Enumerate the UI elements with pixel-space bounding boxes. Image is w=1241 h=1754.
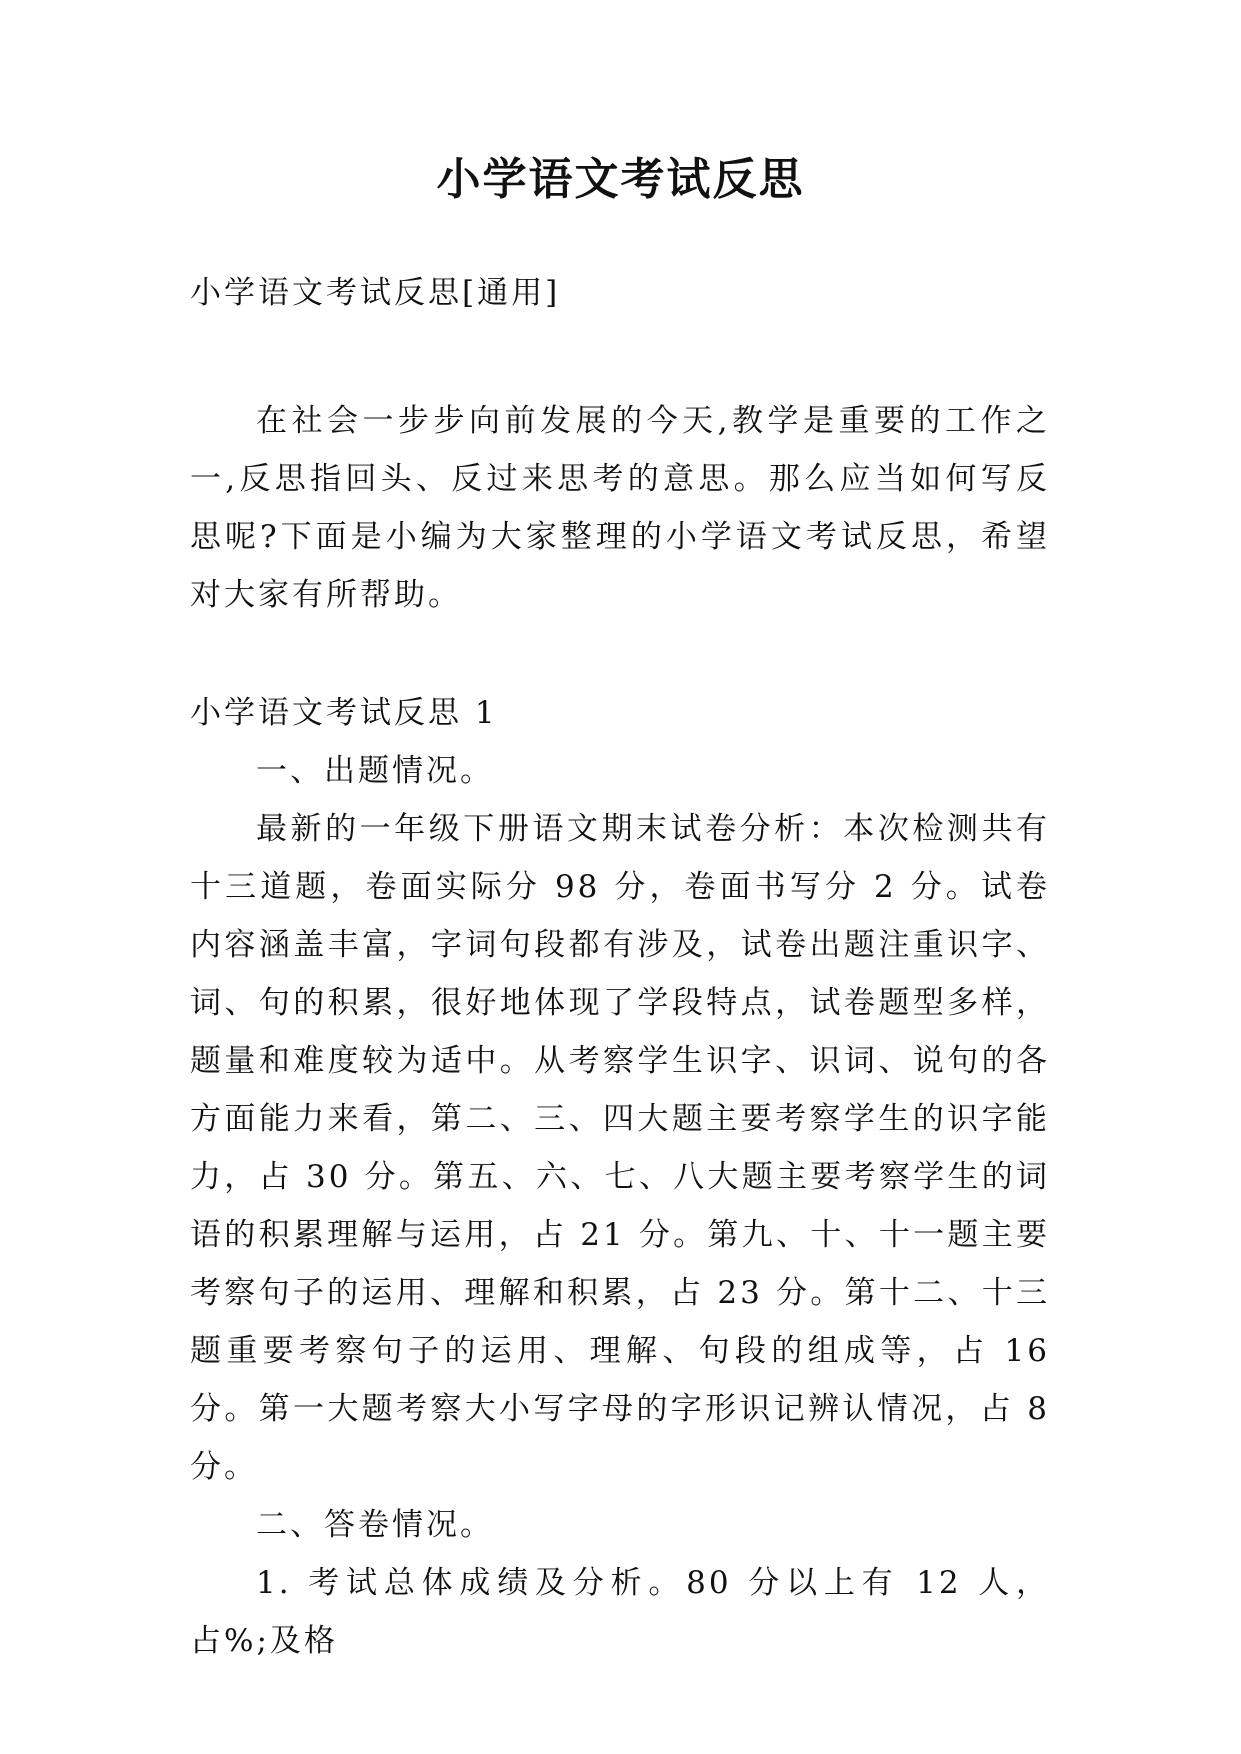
spacer	[190, 322, 1050, 392]
paragraph-question-setting: 最新的一年级下册语文期末试卷分析：本次检测共有十三道题，卷面实际分 98 分，卷面书写分 2 分。试卷内容涵盖丰富，字词句段都有涉及，试卷出题注重识字、词、句的积累，很好地体现了学段特点，试卷题型多样，题量和难度较为适中。从考察学生识字、识词、说句的各方面能力来看，第二、三、四大题主要考察学生的识字能力，占 30 分。第五、六、七、八大题主要考察学生的词语的积累理解与运用，占 21 分。第九、十、十一题主要考察句子的运用、理解和积累，占 23 分。第十二、十三题重要考察句子的运用、理解、句段的组成等，占 16 分。第一大题考察大小写字母的字形识记辨认情况，占 8 分。	[190, 811, 1050, 1485]
heading-answer-situation: 二、答卷情况。	[256, 1507, 494, 1543]
heading-question-setting: 一、出题情况。	[256, 753, 494, 789]
section-title: 小学语文考试反思 1	[190, 695, 498, 731]
document-body	[190, 264, 1050, 1670]
intro-paragraph: 在社会一步步向前发展的今天,教学是重要的工作之一,反思指回头、反过来思考的意思。那么应当如何写反思呢?下面是小编为大家整理的小学语文考试反思，希望对大家有所帮助。	[190, 403, 1050, 613]
document-subtitle: 小学语文考试反思[通用]	[190, 275, 561, 311]
document-title: 小学语文考试反思	[436, 154, 805, 205]
paragraph-answer-situation: 1. 考试总体成绩及分析。80 分以上有 12 人，占%;及格	[190, 1565, 1050, 1659]
spacer	[190, 624, 1050, 684]
